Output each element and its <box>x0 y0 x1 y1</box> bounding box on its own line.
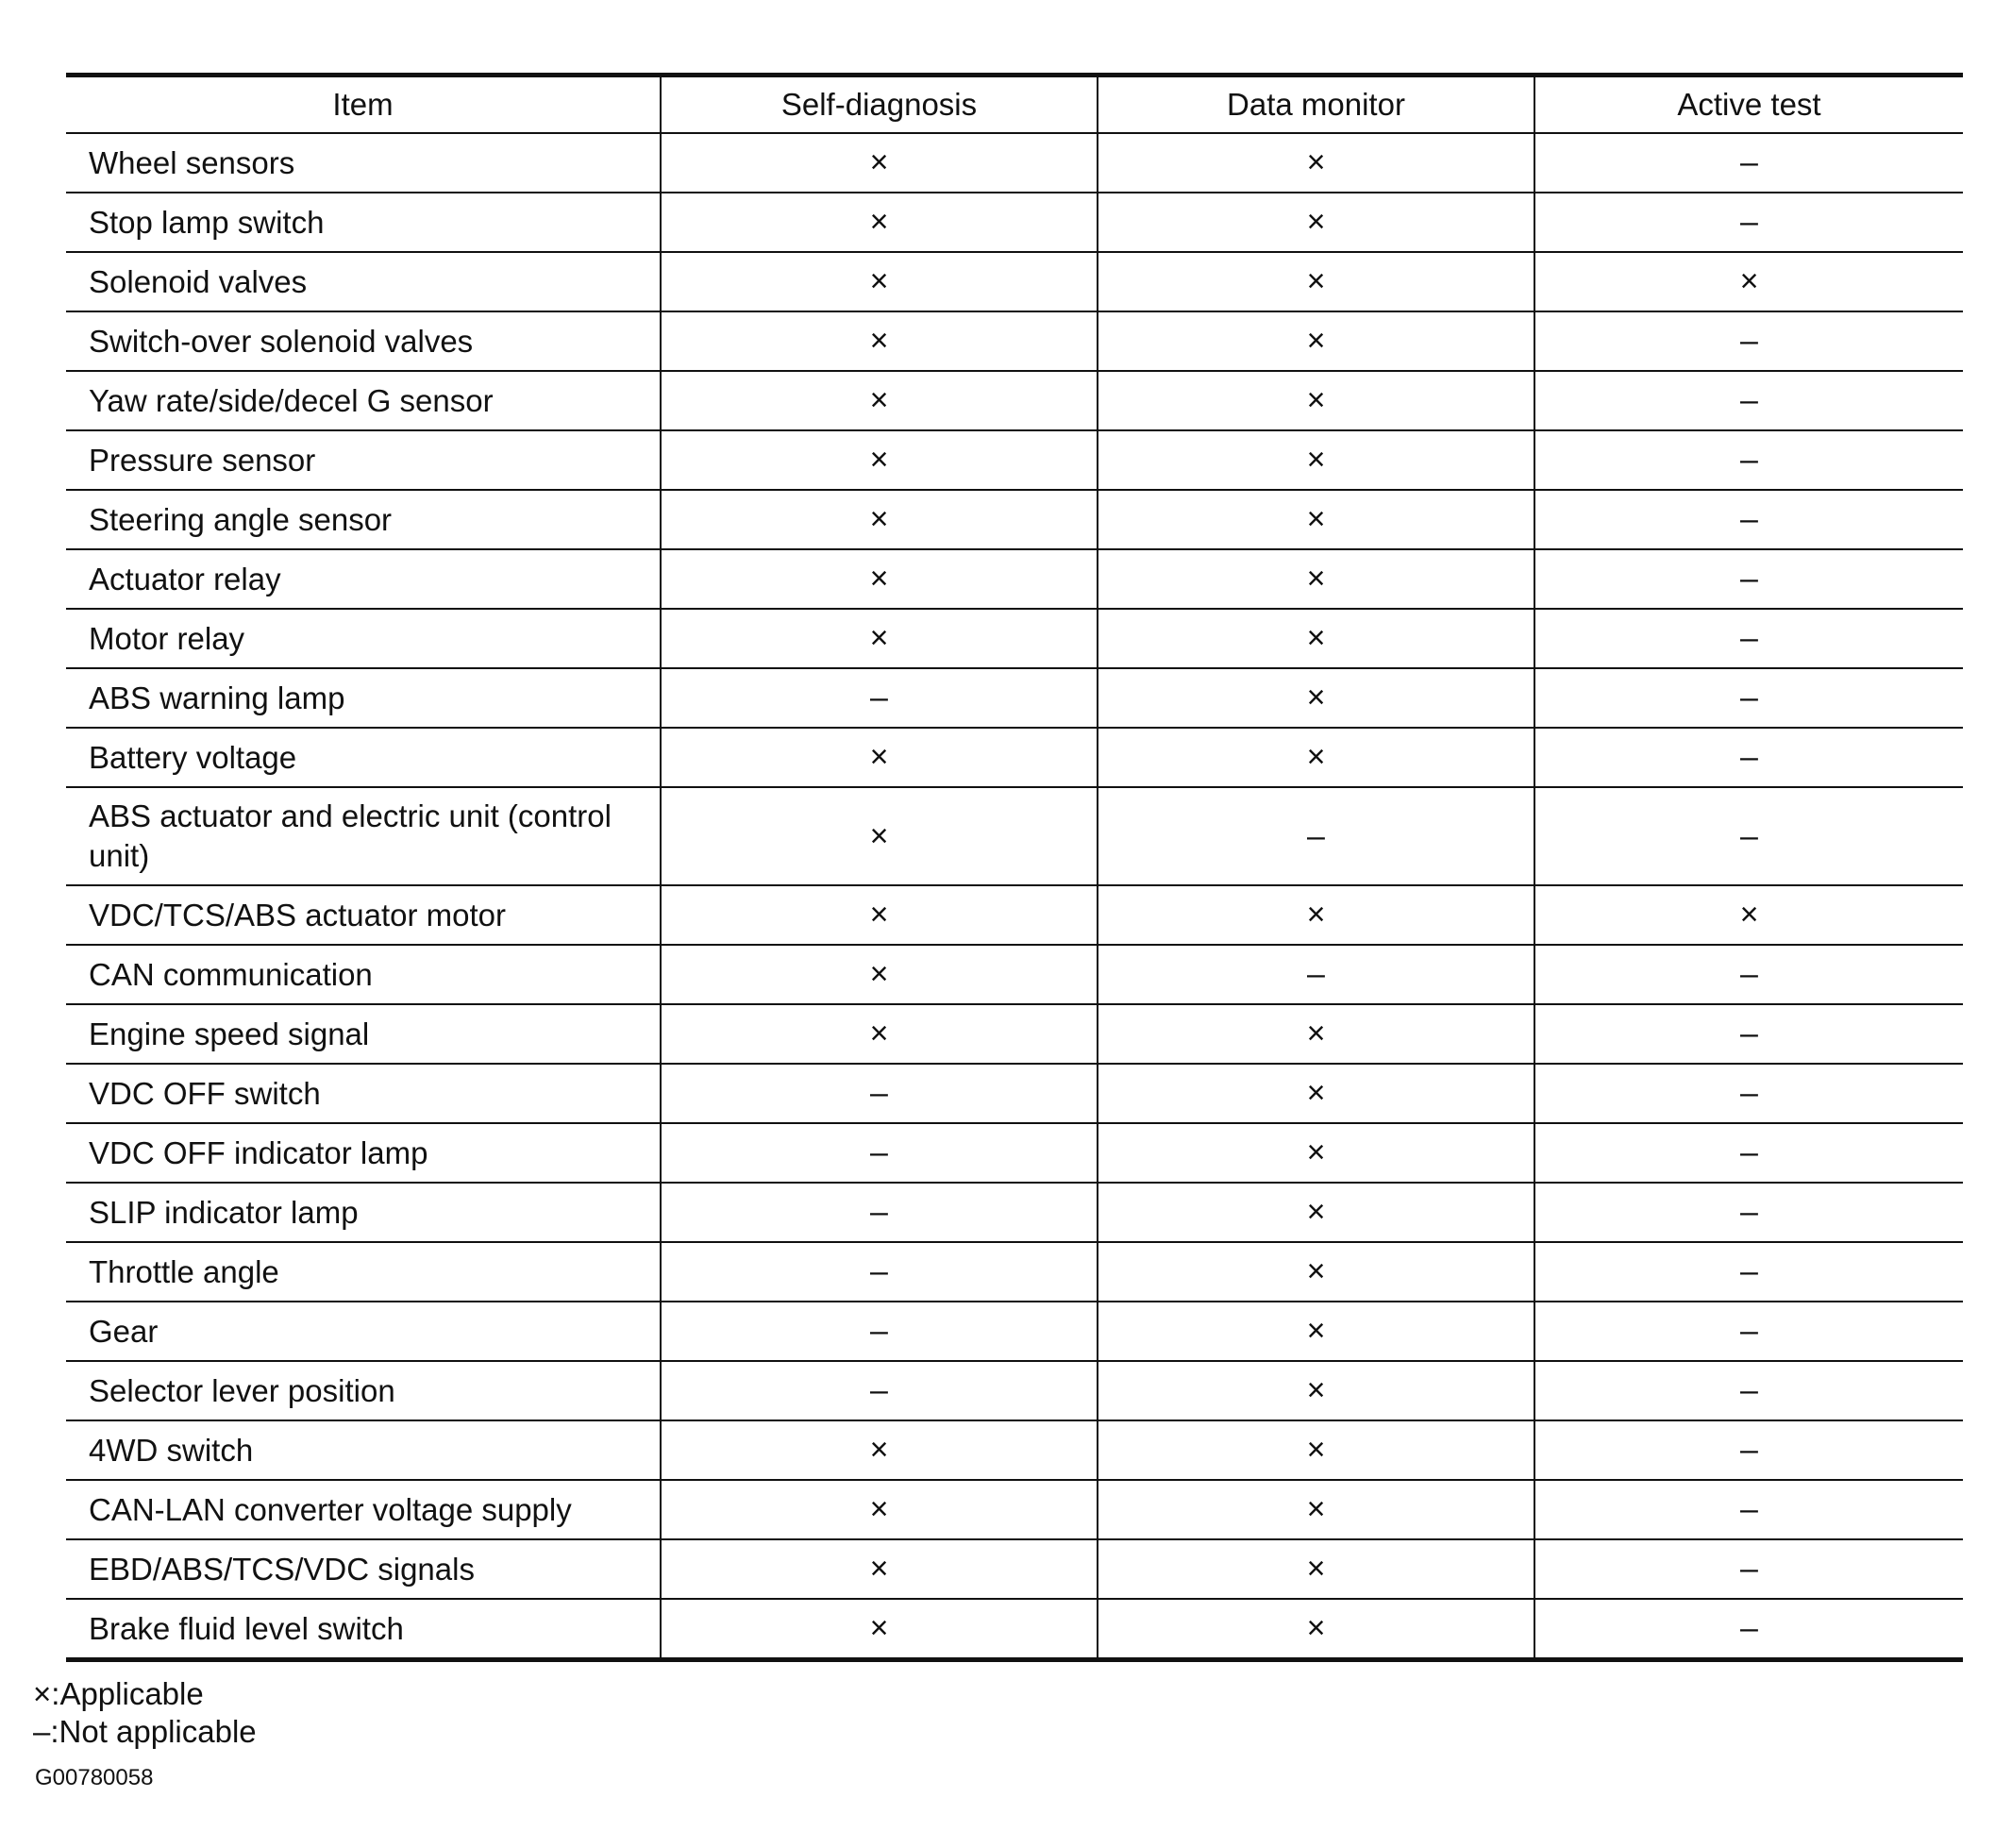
table-row <box>66 193 1963 252</box>
table-header <box>66 76 1963 134</box>
cell-self-diagnosis: × <box>661 728 1098 787</box>
cell-self-diagnosis: – <box>661 1361 1098 1420</box>
cell-data-monitor: × <box>1098 1539 1534 1599</box>
legend-not-applicable: –:Not applicable <box>33 1714 257 1749</box>
table-row <box>66 609 1963 668</box>
cell-item: Brake fluid level switch <box>66 1599 661 1660</box>
cell-self-diagnosis: × <box>661 609 1098 668</box>
table-row <box>66 1123 1963 1183</box>
cell-active-test: – <box>1534 668 1963 728</box>
cell-data-monitor: – <box>1098 787 1534 885</box>
cell-item: VDC OFF switch <box>66 1064 661 1123</box>
cell-active-test: – <box>1534 1242 1963 1302</box>
cell-data-monitor: × <box>1098 728 1534 787</box>
cell-active-test: – <box>1534 1302 1963 1361</box>
cell-data-monitor: × <box>1098 885 1534 945</box>
cell-self-diagnosis: × <box>661 371 1098 430</box>
table-row <box>66 430 1963 490</box>
cell-item: ABS warning lamp <box>66 668 661 728</box>
diagnosis-table <box>66 73 1963 1662</box>
cell-active-test: – <box>1534 728 1963 787</box>
cell-data-monitor: × <box>1098 430 1534 490</box>
header-self-diagnosis: Self-diagnosis <box>661 76 1098 134</box>
table-body <box>66 133 1963 1660</box>
cell-active-test: – <box>1534 430 1963 490</box>
table-row <box>66 490 1963 549</box>
cell-active-test: – <box>1534 549 1963 609</box>
cell-data-monitor: × <box>1098 1183 1534 1242</box>
table-row <box>66 311 1963 371</box>
cell-data-monitor: × <box>1098 1004 1534 1064</box>
table-row <box>66 549 1963 609</box>
header-item: Item <box>66 76 661 134</box>
header-active-test: Active test <box>1534 76 1963 134</box>
cell-item: Stop lamp switch <box>66 193 661 252</box>
cell-self-diagnosis: – <box>661 668 1098 728</box>
cell-item: Battery voltage <box>66 728 661 787</box>
cell-data-monitor: × <box>1098 490 1534 549</box>
table-row <box>66 1420 1963 1480</box>
cell-data-monitor: × <box>1098 252 1534 311</box>
cell-self-diagnosis: × <box>661 885 1098 945</box>
cell-item: Solenoid valves <box>66 252 661 311</box>
cell-self-diagnosis: × <box>661 787 1098 885</box>
cell-self-diagnosis: × <box>661 252 1098 311</box>
cell-self-diagnosis: × <box>661 133 1098 193</box>
cell-data-monitor: × <box>1098 1361 1534 1420</box>
cell-item: Motor relay <box>66 609 661 668</box>
cell-self-diagnosis: × <box>661 1599 1098 1660</box>
legend-applicable: ×:Applicable <box>33 1676 204 1711</box>
cell-item: Throttle angle <box>66 1242 661 1302</box>
table-row <box>66 945 1963 1004</box>
cell-data-monitor: × <box>1098 549 1534 609</box>
cell-self-diagnosis: × <box>661 490 1098 549</box>
cell-active-test: × <box>1534 252 1963 311</box>
cell-data-monitor: × <box>1098 1302 1534 1361</box>
cell-item: Yaw rate/side/decel G sensor <box>66 371 661 430</box>
cell-self-diagnosis: × <box>661 549 1098 609</box>
cell-active-test: – <box>1534 1004 1963 1064</box>
cell-item: CAN communication <box>66 945 661 1004</box>
cell-active-test: – <box>1534 1420 1963 1480</box>
table-row <box>66 252 1963 311</box>
cell-data-monitor: × <box>1098 1599 1534 1660</box>
cell-item: Steering angle sensor <box>66 490 661 549</box>
header-row <box>66 76 1963 134</box>
table-row <box>66 1242 1963 1302</box>
cell-self-diagnosis: – <box>661 1183 1098 1242</box>
cell-self-diagnosis: × <box>661 1539 1098 1599</box>
cell-item: SLIP indicator lamp <box>66 1183 661 1242</box>
cell-active-test: – <box>1534 490 1963 549</box>
cell-active-test: – <box>1534 1123 1963 1183</box>
cell-item: Wheel sensors <box>66 133 661 193</box>
header-data-monitor: Data monitor <box>1098 76 1534 134</box>
cell-self-diagnosis: – <box>661 1242 1098 1302</box>
cell-data-monitor: × <box>1098 1123 1534 1183</box>
table-row <box>66 885 1963 945</box>
cell-data-monitor: × <box>1098 1420 1534 1480</box>
cell-data-monitor: × <box>1098 371 1534 430</box>
cell-active-test: – <box>1534 133 1963 193</box>
cell-item: VDC/TCS/ABS actuator motor <box>66 885 661 945</box>
cell-data-monitor: – <box>1098 945 1534 1004</box>
cell-item: Gear <box>66 1302 661 1361</box>
cell-item: VDC OFF indicator lamp <box>66 1123 661 1183</box>
table-row <box>66 1004 1963 1064</box>
cell-self-diagnosis: × <box>661 1420 1098 1480</box>
cell-item: Selector lever position <box>66 1361 661 1420</box>
table-row <box>66 728 1963 787</box>
table-row <box>66 371 1963 430</box>
cell-data-monitor: × <box>1098 609 1534 668</box>
table-row <box>66 787 1963 885</box>
cell-self-diagnosis: – <box>661 1064 1098 1123</box>
table-row <box>66 668 1963 728</box>
cell-item: CAN-LAN converter voltage supply <box>66 1480 661 1539</box>
table-row <box>66 1183 1963 1242</box>
cell-active-test: – <box>1534 1064 1963 1123</box>
cell-self-diagnosis: × <box>661 311 1098 371</box>
table-row <box>66 1064 1963 1123</box>
cell-self-diagnosis: × <box>661 1004 1098 1064</box>
table-row <box>66 1302 1963 1361</box>
table-row <box>66 1599 1963 1660</box>
cell-active-test: – <box>1534 945 1963 1004</box>
cell-active-test: × <box>1534 885 1963 945</box>
cell-active-test: – <box>1534 193 1963 252</box>
cell-active-test: – <box>1534 311 1963 371</box>
cell-self-diagnosis: × <box>661 193 1098 252</box>
cell-active-test: – <box>1534 1480 1963 1539</box>
cell-self-diagnosis: × <box>661 430 1098 490</box>
cell-active-test: – <box>1534 1183 1963 1242</box>
table-row <box>66 1361 1963 1420</box>
cell-active-test: – <box>1534 609 1963 668</box>
cell-item: Actuator relay <box>66 549 661 609</box>
cell-item: Switch-over solenoid valves <box>66 311 661 371</box>
cell-data-monitor: × <box>1098 668 1534 728</box>
cell-data-monitor: × <box>1098 311 1534 371</box>
cell-item: EBD/ABS/TCS/VDC signals <box>66 1539 661 1599</box>
cell-active-test: – <box>1534 371 1963 430</box>
cell-self-diagnosis: – <box>661 1123 1098 1183</box>
cell-self-diagnosis: – <box>661 1302 1098 1361</box>
table-row <box>66 133 1963 193</box>
cell-active-test: – <box>1534 1539 1963 1599</box>
cell-data-monitor: × <box>1098 193 1534 252</box>
cell-item: Pressure sensor <box>66 430 661 490</box>
table-row <box>66 1480 1963 1539</box>
cell-data-monitor: × <box>1098 1064 1534 1123</box>
cell-self-diagnosis: × <box>661 1480 1098 1539</box>
cell-data-monitor: × <box>1098 133 1534 193</box>
cell-data-monitor: × <box>1098 1480 1534 1539</box>
cell-item: 4WD switch <box>66 1420 661 1480</box>
cell-active-test: – <box>1534 1361 1963 1420</box>
cell-data-monitor: × <box>1098 1242 1534 1302</box>
cell-item: Engine speed signal <box>66 1004 661 1064</box>
table-row <box>66 1539 1963 1599</box>
cell-active-test: – <box>1534 1599 1963 1660</box>
cell-self-diagnosis: × <box>661 945 1098 1004</box>
figure-code: G00780058 <box>35 1765 154 1790</box>
cell-item: ABS actuator and electric unit (control unit) <box>66 787 661 885</box>
cell-active-test: – <box>1534 787 1963 885</box>
